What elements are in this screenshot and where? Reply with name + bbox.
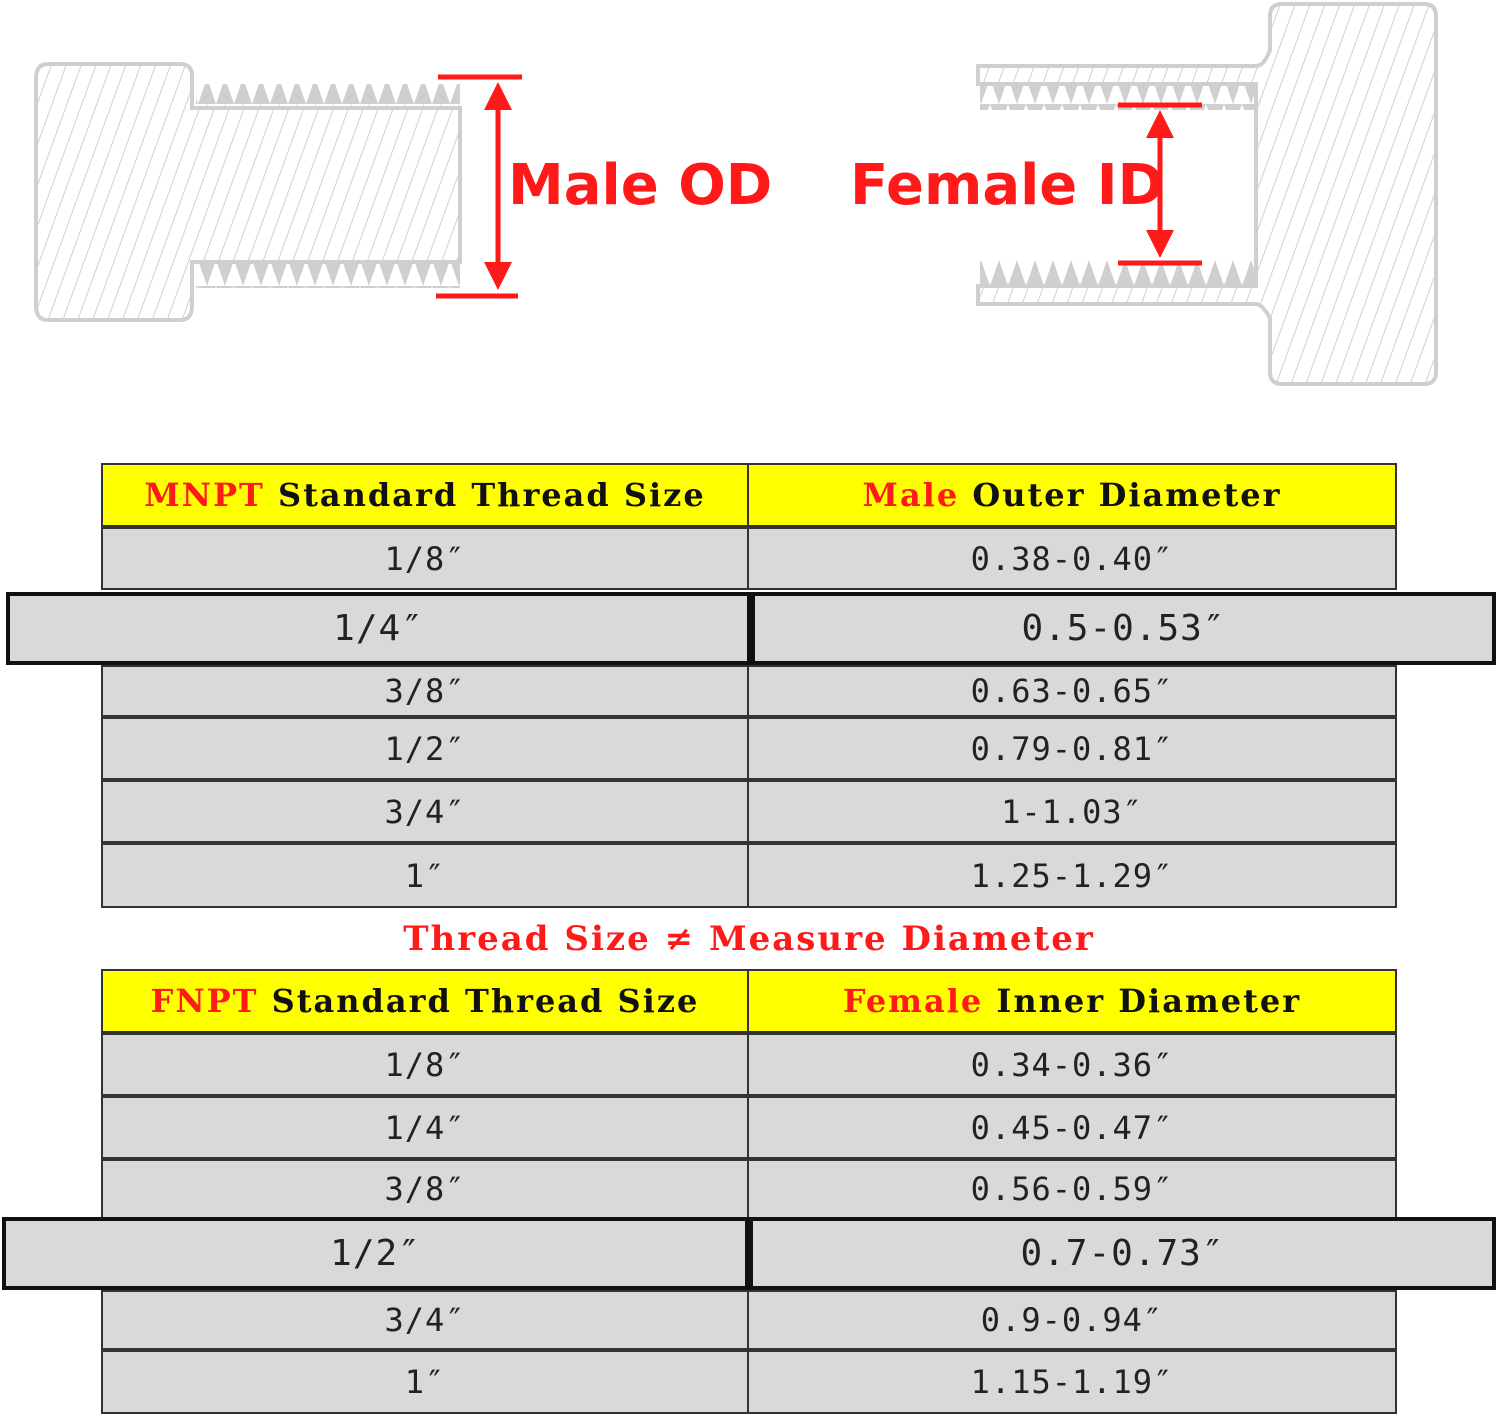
diameter-cell: 0.79-0.81″ (749, 717, 1397, 780)
female-table-header-size: FNPT Standard Thread Size (101, 969, 749, 1033)
male-od-label: Male OD (508, 153, 773, 218)
diameter-cell: 0.38-0.40″ (749, 527, 1397, 590)
male-table-header-diameter: Male Outer Diameter (749, 463, 1397, 527)
table-row (101, 1350, 1397, 1414)
thread-size-cell: 3/4″ (101, 780, 749, 843)
table-row (101, 780, 1397, 843)
diameter-cell: 0.63-0.65″ (749, 665, 1397, 717)
table-row (101, 527, 1397, 590)
thread-size-cell: 1/4″ (101, 1096, 749, 1159)
diameter-cell: 0.9-0.94″ (749, 1290, 1397, 1350)
male-table-header-size: MNPT Standard Thread Size (101, 463, 749, 527)
thread-size-cell: 1/4″ (6, 592, 751, 665)
measurement-note: Thread Size ≠ Measure Diameter (101, 908, 1397, 970)
thread-size-cell: 1″ (101, 1350, 749, 1414)
diameter-cell: 0.34-0.36″ (749, 1033, 1397, 1096)
diameter-cell: 0.7-0.73″ (749, 1217, 1496, 1290)
table-row (101, 1096, 1397, 1159)
male-table-header (101, 463, 1397, 527)
diameter-cell: 1.15-1.19″ (749, 1350, 1397, 1414)
table-row (101, 717, 1397, 780)
thread-diagram (0, 0, 1500, 400)
diameter-cell: 0.5-0.53″ (751, 592, 1496, 665)
diameter-cell: 0.56-0.59″ (749, 1159, 1397, 1219)
thread-size-cell: 1″ (101, 843, 749, 908)
table-row-highlighted (6, 592, 1496, 665)
diameter-cell: 0.45-0.47″ (749, 1096, 1397, 1159)
diameter-cell: 1.25-1.29″ (749, 843, 1397, 908)
table-row (101, 843, 1397, 908)
thread-size-cell: 1/2″ (2, 1217, 749, 1290)
thread-size-cell: 1/2″ (101, 717, 749, 780)
female-id-label: Female ID (850, 153, 1165, 218)
thread-size-cell: 1/8″ (101, 527, 749, 590)
table-row (101, 1290, 1397, 1350)
diameter-cell: 1-1.03″ (749, 780, 1397, 843)
female-table-header-diameter: Female Inner Diameter (749, 969, 1397, 1033)
thread-size-cell: 3/8″ (101, 665, 749, 717)
thread-size-cell: 3/4″ (101, 1290, 749, 1350)
table-row (101, 665, 1397, 717)
thread-size-cell: 1/8″ (101, 1033, 749, 1096)
table-row (101, 1033, 1397, 1096)
thread-size-cell: 3/8″ (101, 1159, 749, 1219)
table-row (101, 1159, 1397, 1219)
table-row-highlighted (2, 1217, 1496, 1290)
male-fitting (36, 64, 460, 320)
female-table-header (101, 969, 1397, 1033)
